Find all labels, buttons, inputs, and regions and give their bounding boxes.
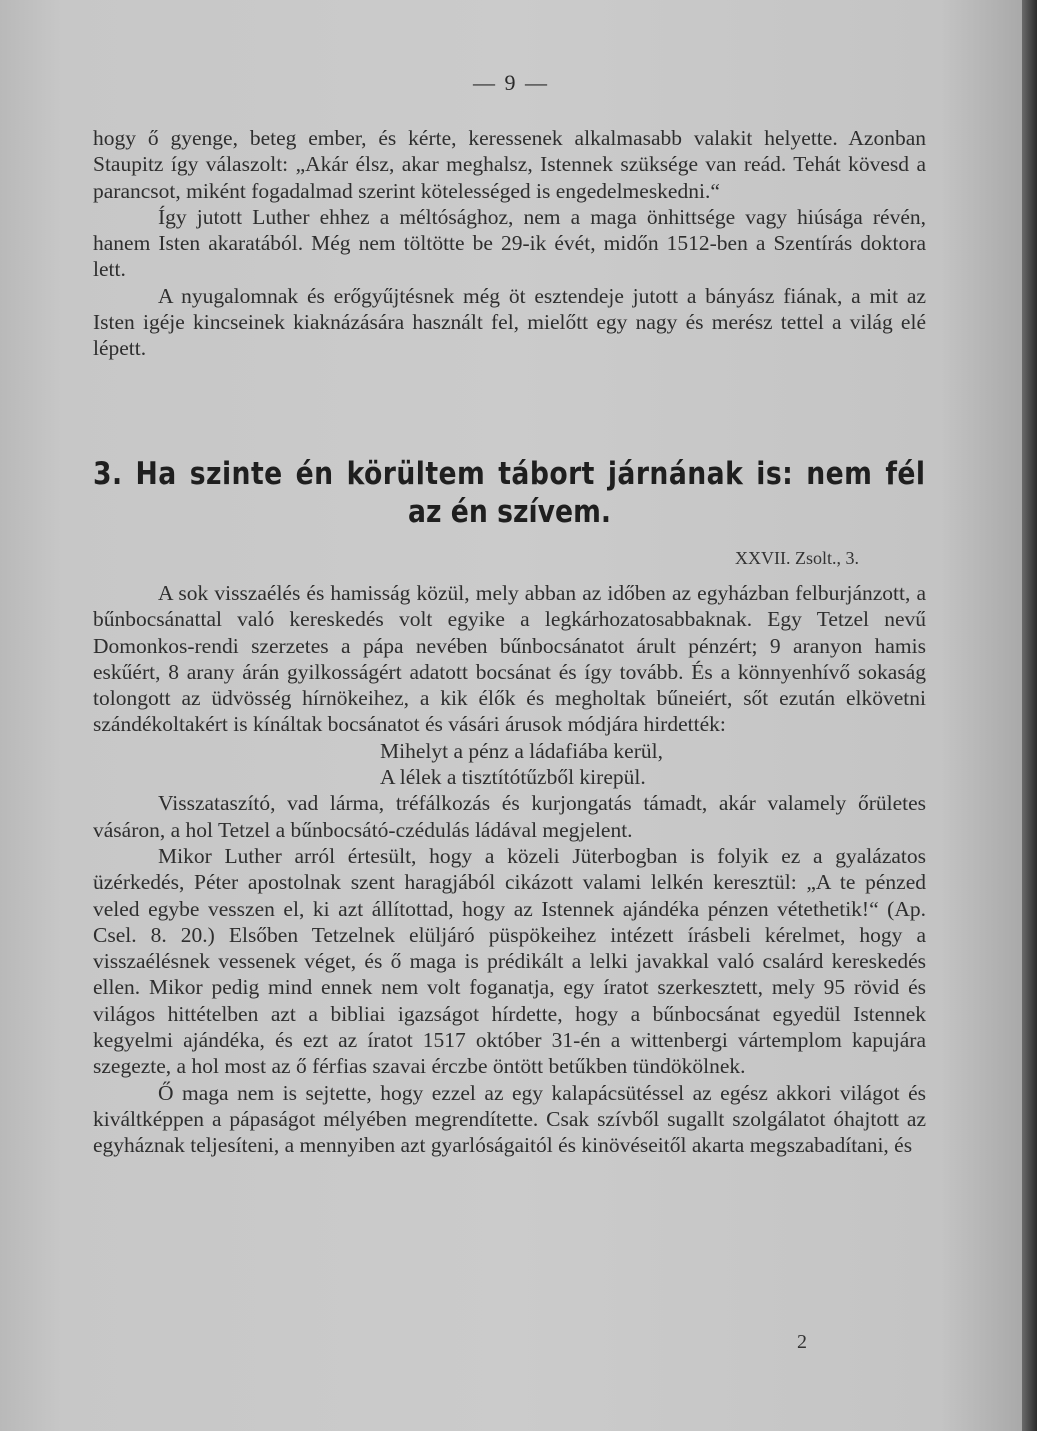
- paragraph: Mikor Luther arról értesült, hogy a közeli Jüterbogban is folyik ez a gyalázatos üzérkedés, Péter apostolnak szent haragjából cikázott valami lelkén keresztül: „A te pénzed veled egybe vesszen el, ki azt állítottad, hogy az Istennek ajándéka pénzen vétethetik!“ (Ap. Csel. 8. 20.) Elsőben Tetzelnek elüljáró püspökeihez intézett írásbeli kérelmet, hogy a visszaélésnek vessenek véget, és ő maga is prédikált a lelki javakkal való csalárd kereskedés ellen. Mikor pedig mind ennek nem volt foganatja, egy íratot szerkesztett, mely 95 rövid és világos hittételben azt a bibliai igazságot hírdette, hogy a bűnbocsánat egyedül Istennek kegyelmi ajándéka, és ezt az íratot 1517 október 31-én a wittenbergi vártemplom kapujára szegezte, a hol most az ő férfias szavai érczbe öntött betűkben tündökölnek.: [93, 843, 926, 1079]
- main-text-block: [93, 580, 926, 1159]
- page-number: — 9 —: [473, 70, 549, 95]
- paragraph: Ő maga nem is sejtette, hogy ezzel az egy kalapácsütéssel az egész akkori világot és kiváltképpen a pápaságot mélyében megrendítette. Csak szívből sugallt szolgálatot óhajtott az egyháznak teljesíteni, a mennyiben azt gyarlóságaitól és kinövéseitől akarta megszabadítani, és: [93, 1080, 926, 1158]
- verse-line: Mihelyt a pénz a ládafiába kerül,: [380, 738, 663, 763]
- paragraph: A sok visszaélés és hamisság közül, mely abban az időben az egyházban felburjánzott, a bűnbocsánattal való kereskedés volt egyike a legkárhozatosabbaknak. Egy Tetzel nevű Domonkos-rendi szerzetes a pápa nevében bűnbocsánatot árult pénzért; 9 aranyon hamis eskűért, 8 arany árán gyilkosságért adatott bocsánat és így tovább. És a könnyenhívő sokaság tolongott az üdvösség hírnökeihez, a kik élők és megholtak bűneiért, sőt ezután elkövetni szándékoltakért is kínáltak bocsánatot és vásári árusok módjára hirdették:: [93, 581, 926, 737]
- paragraph: hogy ő gyenge, beteg ember, és kérte, keressenek alkalmasabb valakit helyette. Azonban Staupitz így válaszolt: „Akár élsz, akar meghalsz, Istennek szüksége van reád. Tehát kövesd a parancsot, miként fogadalmad szerint kötelességed is engedelmeskedni.“: [93, 126, 926, 203]
- section-heading-line-2: az én szívem.: [407, 494, 612, 530]
- page-edge: [1022, 0, 1037, 1431]
- section-heading-line-1: 3. Ha szinte én körültem tábort járnának is: nem fél: [93, 456, 926, 492]
- signature-mark: 2: [797, 1331, 807, 1353]
- paragraph: Így jutott Luther ehhez a méltósághoz, nem a maga önhittsége vagy hiúsága révén, hanem Isten akaratából. Még nem töltötte be 29-ik évét, midőn 1512-ben a Szentírás doktora lett.: [93, 204, 926, 282]
- scripture-reference: XXVII. Zsolt., 3.: [735, 548, 859, 568]
- verse-line: A lélek a tisztítótűzből kirepül.: [380, 765, 646, 790]
- paragraph: Visszataszító, vad lárma, tréfálkozás és kurjongatás támadt, akár valamely őrületes vásáron, a hol Tetzel a bűnbocsátó-czédulás ládával megjelent.: [93, 791, 926, 842]
- section-heading: [93, 455, 926, 531]
- paragraph: A nyugalomnak és erőgyűjtésnek még öt esztendeje jutott a bányász fiának, a mit az Isten igéje kincseinek kiaknázására használt fel, mielőtt egy nagy és merész tettel a világ elé lépett.: [93, 283, 926, 361]
- top-text-block: [93, 125, 926, 362]
